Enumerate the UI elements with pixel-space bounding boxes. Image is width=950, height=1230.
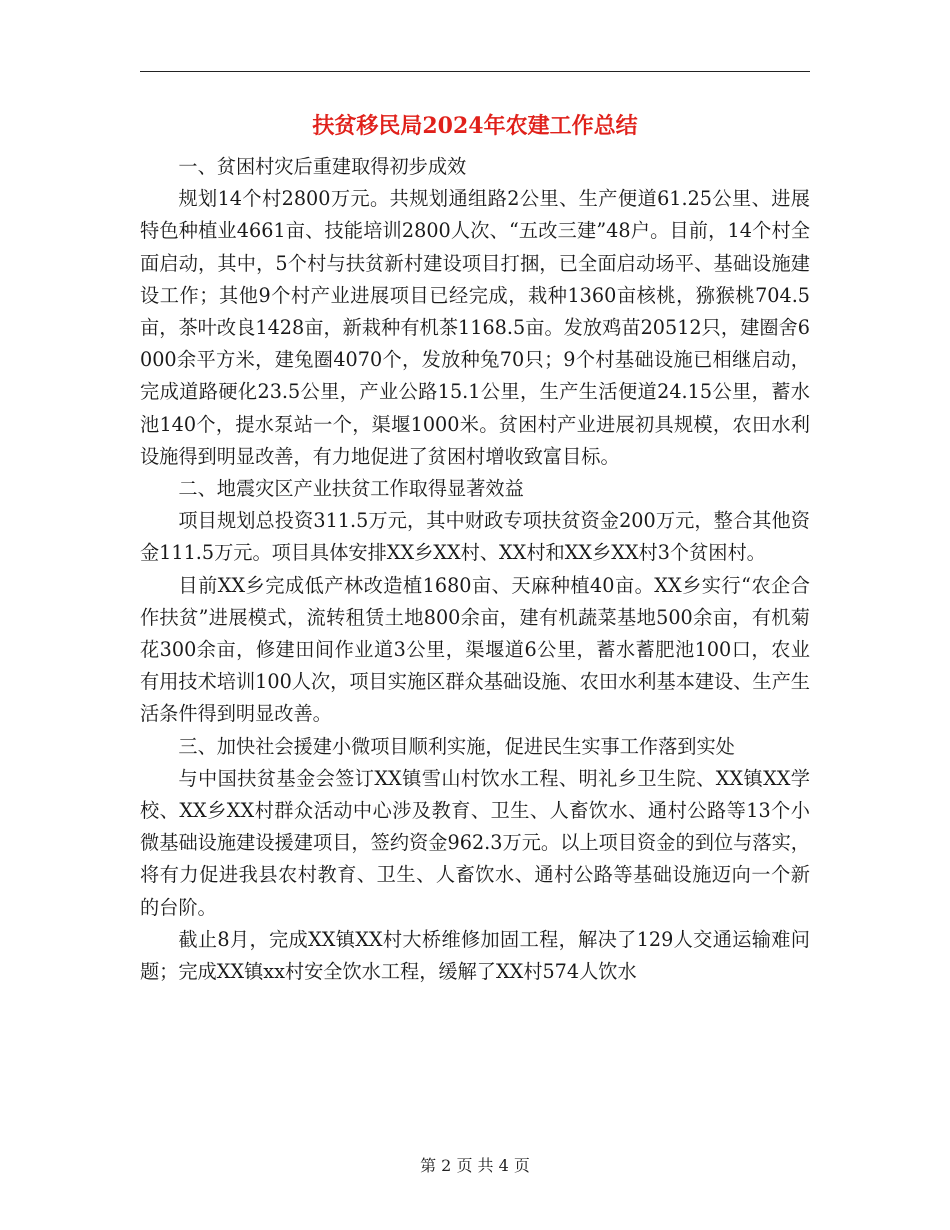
paragraph: 项目规划总投资311.5万元，其中财政专项扶贫资金200万元，整合其他资金111.5万元。项目具体安排XX乡XX村、XX村和XX乡XX村3个贫困村。	[140, 509, 810, 565]
paragraph: 截止8月，完成XX镇XX村大桥维修加固工程，解决了129人交通运输难问题；完成XX镇xx村安全饮水工程，缓解了XX村574人饮水	[140, 927, 810, 984]
document-title: 扶贫移民局2024年农建工作总结	[312, 113, 638, 139]
paragraph: 与中国扶贫基金会签订XX镇雪山村饮水工程、明礼乡卫生院、XX镇XX学校、XX乡XX村群众活动中心涉及教育、卫生、人畜饮水、通村公路等13个小微基础设施建设援建项目，签约资金962.3万元。以上项目资金的到位与落实，将有力促进我县农村教育、卫生、人畜饮水、通村公路等基础设施迈向一个新的台阶。	[140, 766, 810, 919]
section-heading-3: 三、加快社会援建小微项目顺利实施，促进民生实事工作落到实处	[178, 734, 735, 758]
page-footer: 第 2 页 共 4 页	[420, 1156, 530, 1175]
paragraph: 目前XX乡完成低产林改造植1680亩、天麻种植40亩。XX乡实行“农企合作扶贫”进展模式，流转租赁土地800余亩，建有机蔬菜基地500余亩，有机菊花300余亩，修建田间作业道3公里，渠堰道6公里，蓄水蓄肥池100口，农业有用技术培训100人次，项目实施区群众基础设施、农田水利基本建设、生产生活条件得到明显改善。	[140, 573, 810, 726]
document-body	[140, 151, 810, 988]
section-heading-1: 一、贫困村灾后重建取得初步成效	[178, 155, 467, 178]
paragraph: 规划14个村2800万元。共规划通组路2公里、生产便道61.25公里、进展特色种植业4661亩、技能培训2800人次、“五改三建”48户。目前，14个村全面启动，其中，5个村与扶贫新村建设项目打捆，已全面启动场平、基础设施建设工作；其他9个村产业进展项目已经完成，栽种1360亩核桃，猕猴桃704.5亩，茶叶改良1428亩，新栽种有机茶1168.5亩。发放鸡苗20512只，建圈舍6000余平方米，建兔圈4070个，发放种兔70只；9个村基础设施已相继启动，完成道路硬化23.5公里，产业公路15.1公里，生产生活便道24.15公里，蓄水池140个，提水泵站一个，渠堰1000米。贫困村产业进展初具规模，农田水利设施得到明显改善，有力地促进了贫困村增收致富目标。	[140, 187, 810, 468]
header-rule	[140, 71, 810, 72]
section-heading-2: 二、地震灾区产业扶贫工作取得显著效益	[178, 477, 524, 501]
